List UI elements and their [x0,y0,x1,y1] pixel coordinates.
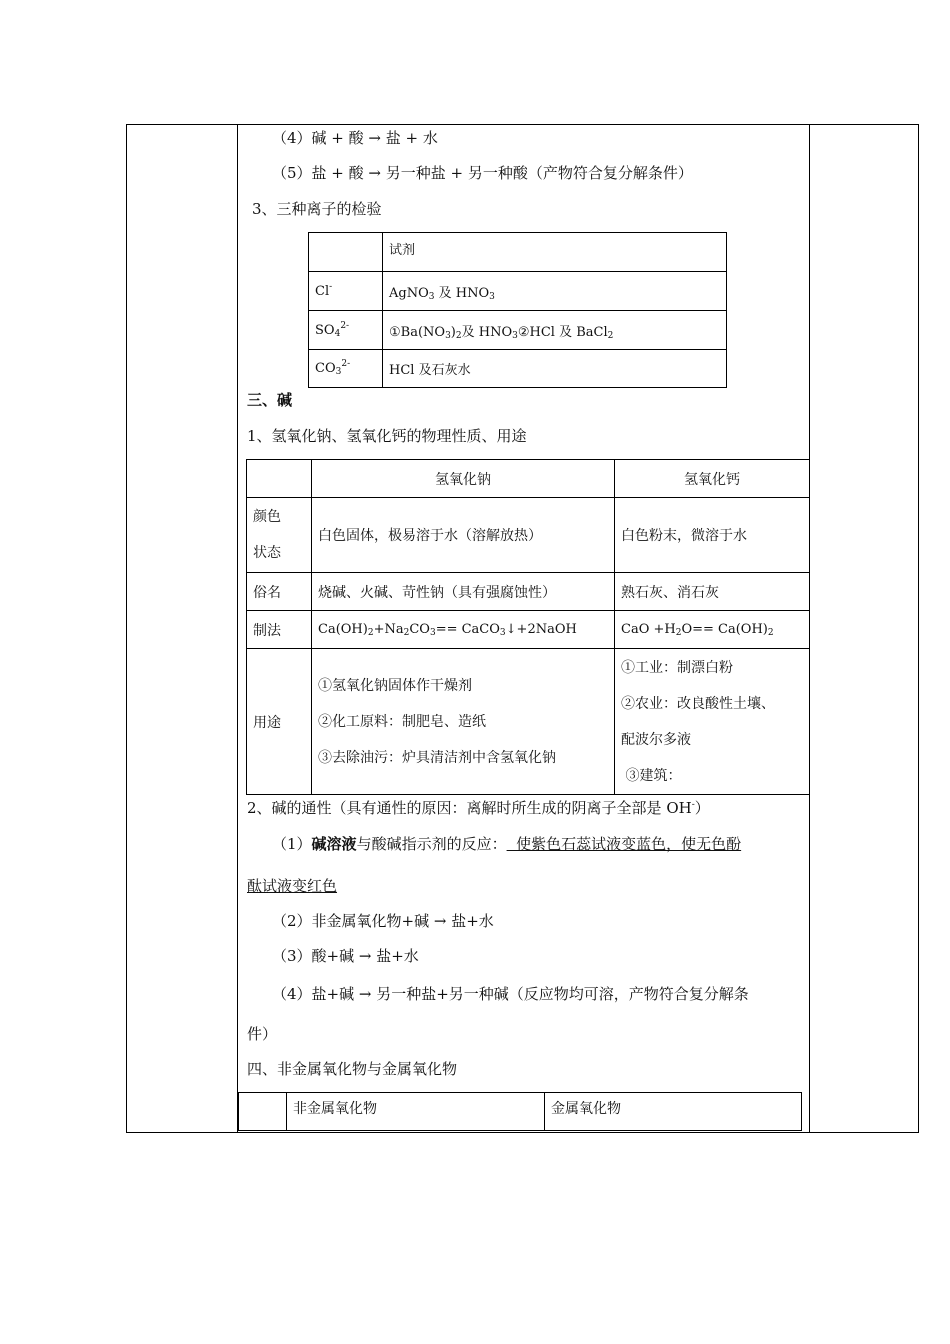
reagent-carbonate: HCl 及石灰水 [383,350,727,388]
ion-sulfate: $SO_4^{2-}$ [309,311,383,350]
base-property-3: （3）酸+碱 → 盐+水 [272,947,419,965]
naoh-color-state: 白色固体，极易溶于水（溶解放热） [312,498,615,573]
acid-property-4: （4）碱 + 酸 → 盐 + 水 [272,129,438,147]
ion-test-title: 3、三种离子的检验 [252,200,382,218]
ion-carbonate: $CO_3^{2-}$ [309,350,383,388]
base-subheading-2: 2、碱的通性（具有通性的原因：离解时所生成的阴离子全部是 OH-） [247,799,710,817]
naoh-use-item: ①氢氧化钠固体作干燥剂 [318,677,472,694]
col-header-naoh: 氢氧化钠 [312,460,615,498]
ion-header-empty [309,233,383,272]
caoh-common-name: 熟石灰、消石灰 [615,573,810,611]
oxide-heading: 四、非金属氧化物与金属氧化物 [247,1060,458,1078]
oxide-header-empty [238,1093,287,1131]
ion-chloride: Cl- [309,272,383,311]
caoh-use-item: ①工业：制漂白粉 [621,659,733,676]
reagent-chloride: AgNO$_3$ 及 $HNO_3$ [383,272,727,311]
hydroxide-table [246,459,810,795]
base-property-4: （4）盐+碱 → 另一种盐+另一种碱（反应物均可溶，产物符合复分解条 [272,985,749,1003]
acid-property-5: （5）盐 + 酸 → 另一种盐 + 另一种酸（产物符合复分解条件） [272,164,693,182]
row-common-name [247,573,810,611]
label-color-state: 颜色 状态 [247,498,312,573]
base-subheading-1: 1、氢氧化钠、氢氧化钙的物理性质、用途 [247,427,527,445]
naoh-use-item: ②化工原料：制肥皂、造纸 [318,713,486,730]
ion-row-carbonate [309,350,727,388]
reagent-sulfate: $①Ba(NO_3)_2$及 $HNO_3②HCl$ 及 BaCl$_2$ [383,311,727,350]
ion-row-chloride [309,272,727,311]
base-property-2: （2）非金属氧化物+碱 → 盐+水 [272,912,494,930]
base-heading: 三、碱 [247,391,293,409]
hydroxide-header-empty [247,460,312,498]
naoh-common-name: 烧碱、火碱、苛性钠（具有强腐蚀性） [312,573,615,611]
column-divider-left [237,125,238,1132]
col-header-caoh: 氢氧化钙 [615,460,810,498]
caoh-color-state: 白色粉末，微溶于水 [615,498,810,573]
ion-test-table [308,232,727,388]
row-color-state [247,498,810,573]
caoh-uses [615,649,810,795]
naoh-use-item: ③去除油污：炉具清洁剂中含氢氧化钠 [318,749,556,766]
naoh-preparation: $Ca(OH)_2+Na_2CO_3==$ CaCO$_3$↓+2NaOH [312,611,615,649]
oxide-table [237,1092,802,1131]
col-header-nonmetal-oxide: 非金属氧化物 [287,1093,545,1131]
caoh-use-item: 配波尔多液 [621,731,691,748]
naoh-uses [312,649,615,795]
label-common-name: 俗名 [247,573,312,611]
caoh-use-item: ②农业：改良酸性土壤、 [621,695,775,712]
label-uses: 用途 [247,649,312,795]
caoh-use-item: ③建筑： [621,767,682,784]
caoh-preparation: CaO $+H_2O== Ca(OH)_2$ [615,611,810,649]
base-property-1: （1）碱溶液与酸碱指示剂的反应： 使紫色石蕊试液变蓝色，使无色酚 [272,835,742,853]
label-preparation: 制法 [247,611,312,649]
row-uses [247,649,810,795]
ion-row-sulfate [309,311,727,350]
row-preparation [247,611,810,649]
base-property-1-cont: 酞试液变红色 [247,877,338,895]
col-header-metal-oxide: 金属氧化物 [545,1093,802,1131]
base-property-4-cont: 件） [247,1025,278,1043]
ion-header-reagent: 试剂 [383,233,727,272]
